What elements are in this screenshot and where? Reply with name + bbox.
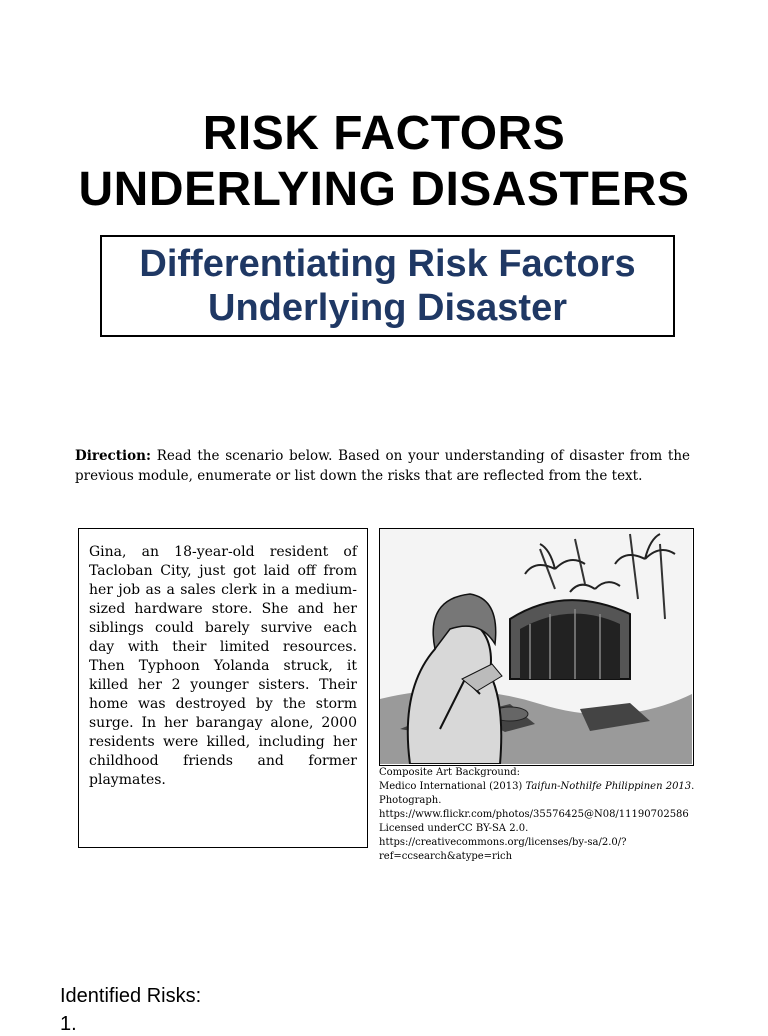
credit-work-title: Taifun-Nothilfe Philippinen 2013 [525, 781, 692, 792]
subtitle-line-1: Differentiating Risk Factors [139, 243, 636, 285]
image-credit [379, 766, 699, 864]
scenario-box [78, 528, 368, 848]
direction-text: Read the scenario below. Based on your understanding of disaster from the previous module, enumerate or list down the risks that are reflected from the text. [75, 448, 691, 484]
scenario-text: Gina, an 18-year-old resident of Tacloban City, just got laid off from her job as a sales clerk in a medium-sized hardware store. She and her siblings could barely survive each day with their limited resources. Then Typhoon Yolanda struck, it killed her 2 younger sisters. Their home was destroyed by the storm surge. In her barangay alone, 2000 residents were killed, including her childhood friends and former playmates. [89, 544, 357, 788]
illustration-drawing [380, 529, 692, 764]
page-title-line-2: UNDERLYING DISASTERS [78, 163, 690, 216]
credit-body [379, 780, 699, 864]
credit-heading: Composite Art Background: [379, 767, 521, 778]
answer-number-1: 1. [60, 1013, 77, 1035]
subtitle-box [100, 235, 675, 337]
page-title-line-1: RISK FACTORS [202, 107, 566, 160]
identified-risks-label: Identified Risks: [60, 985, 202, 1007]
direction-paragraph [75, 446, 690, 486]
credit-rest: . Photograph. https://www.flickr.com/photos/35576425@N08/11190702586 Licensed underCC BY-SA 2.0. https://creativecommons.org/licenses/by-sa/2.0/?ref=ccsearch&atype=rich [379, 781, 695, 862]
typhoon-illustration [379, 528, 694, 766]
credit-author: Medico International (2013) [379, 781, 523, 792]
subtitle-line-2: Underlying Disaster [208, 287, 567, 329]
direction-label: Direction: [75, 448, 151, 464]
